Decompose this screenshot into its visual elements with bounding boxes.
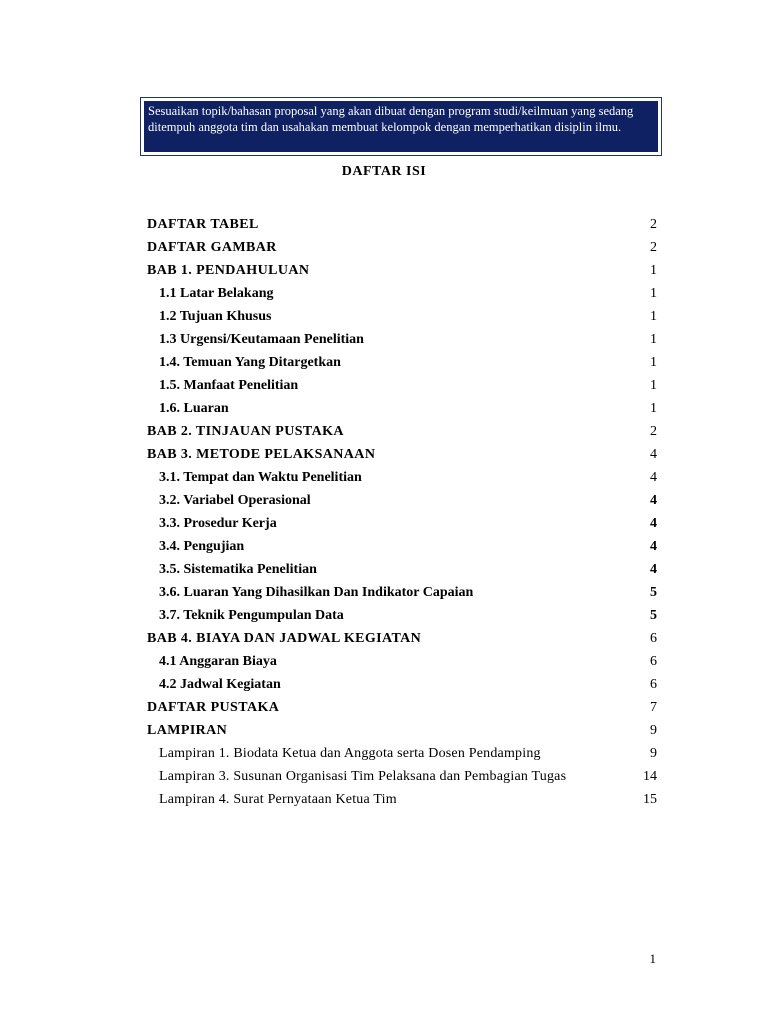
toc-label: 3.4. Pengujian bbox=[159, 539, 245, 554]
toc-page: 1 bbox=[650, 401, 657, 416]
instruction-note bbox=[140, 97, 662, 156]
page-number: 1 bbox=[649, 951, 656, 966]
toc-entry[interactable] bbox=[147, 765, 657, 788]
toc-page: 4 bbox=[650, 493, 657, 508]
toc-label: 1.1 Latar Belakang bbox=[159, 286, 274, 301]
toc-entry[interactable] bbox=[147, 535, 657, 558]
toc-label: 1.3 Urgensi/Keutamaan Penelitian bbox=[159, 332, 364, 347]
toc-page: 9 bbox=[650, 723, 657, 738]
toc-label: BAB 1. PENDAHULUAN bbox=[147, 263, 310, 278]
toc-page: 6 bbox=[650, 677, 657, 692]
toc-label: LAMPIRAN bbox=[147, 723, 228, 738]
toc-label: 1.6. Luaran bbox=[159, 401, 229, 416]
toc-page: 1 bbox=[650, 286, 657, 301]
toc-page: 15 bbox=[643, 792, 657, 807]
toc-page: 4 bbox=[650, 562, 657, 577]
toc-page: 6 bbox=[650, 631, 657, 646]
toc-page: 9 bbox=[650, 746, 657, 761]
toc-label: DAFTAR PUSTAKA bbox=[147, 700, 280, 715]
table-of-contents bbox=[147, 213, 657, 811]
toc-page: 6 bbox=[650, 654, 657, 669]
toc-entry[interactable] bbox=[147, 397, 657, 420]
toc-entry[interactable] bbox=[147, 466, 657, 489]
toc-page: 2 bbox=[650, 217, 657, 232]
toc-page: 5 bbox=[650, 585, 657, 600]
toc-entry[interactable] bbox=[147, 742, 657, 765]
toc-entry[interactable] bbox=[147, 351, 657, 374]
toc-entry[interactable] bbox=[147, 696, 657, 719]
toc-entry[interactable] bbox=[147, 788, 657, 811]
toc-entry[interactable] bbox=[147, 259, 657, 282]
toc-entry[interactable] bbox=[147, 512, 657, 535]
toc-page: 2 bbox=[650, 424, 657, 439]
toc-entry[interactable] bbox=[147, 443, 657, 466]
toc-label: 3.3. Prosedur Kerja bbox=[159, 516, 277, 531]
toc-entry[interactable] bbox=[147, 213, 657, 236]
instruction-note-text: Sesuaikan topik/bahasan proposal yang akan dibuat dengan program studi/keilmuan yang sedang ditempuh anggota tim dan usahakan membuat kelompok dengan memperhatikan disiplin ilmu. bbox=[144, 101, 658, 152]
toc-page: 1 bbox=[650, 263, 657, 278]
toc-page: 1 bbox=[650, 309, 657, 324]
toc-label: 3.7. Teknik Pengumpulan Data bbox=[159, 608, 344, 623]
toc-entry[interactable] bbox=[147, 420, 657, 443]
toc-entry[interactable] bbox=[147, 558, 657, 581]
toc-label: BAB 3. METODE PELAKSANAAN bbox=[147, 447, 376, 462]
toc-page: 1 bbox=[650, 332, 657, 347]
toc-page: 4 bbox=[650, 447, 657, 462]
toc-page: 1 bbox=[650, 355, 657, 370]
toc-entry[interactable] bbox=[147, 604, 657, 627]
toc-label: 4.1 Anggaran Biaya bbox=[159, 654, 277, 669]
toc-entry[interactable] bbox=[147, 650, 657, 673]
toc-entry[interactable] bbox=[147, 305, 657, 328]
toc-page: 1 bbox=[650, 378, 657, 393]
toc-label: 3.6. Luaran Yang Dihasilkan Dan Indikator Capaian bbox=[159, 585, 474, 600]
toc-entry[interactable] bbox=[147, 282, 657, 305]
toc-page: 5 bbox=[650, 608, 657, 623]
toc-entry[interactable] bbox=[147, 236, 657, 259]
page-title: DAFTAR ISI bbox=[341, 164, 427, 179]
toc-page: 14 bbox=[643, 769, 657, 784]
toc-label: 4.2 Jadwal Kegiatan bbox=[159, 677, 281, 692]
toc-label: BAB 4. BIAYA DAN JADWAL KEGIATAN bbox=[147, 631, 422, 646]
toc-page: 4 bbox=[650, 516, 657, 531]
toc-page: 4 bbox=[650, 470, 657, 485]
toc-page: 7 bbox=[650, 700, 657, 715]
toc-entry[interactable] bbox=[147, 627, 657, 650]
toc-label: Lampiran 3. Susunan Organisasi Tim Pelaksana dan Pembagian Tugas bbox=[159, 769, 567, 784]
toc-label: 3.5. Sistematika Penelitian bbox=[159, 562, 317, 577]
toc-entry[interactable] bbox=[147, 374, 657, 397]
toc-label: 3.1. Tempat dan Waktu Penelitian bbox=[159, 470, 362, 485]
toc-entry[interactable] bbox=[147, 719, 657, 742]
toc-label: DAFTAR TABEL bbox=[147, 217, 259, 232]
toc-label: 1.5. Manfaat Penelitian bbox=[159, 378, 299, 393]
toc-label: DAFTAR GAMBAR bbox=[147, 240, 277, 255]
toc-label: BAB 2. TINJAUAN PUSTAKA bbox=[147, 424, 344, 439]
toc-entry[interactable] bbox=[147, 581, 657, 604]
toc-page: 2 bbox=[650, 240, 657, 255]
toc-entry[interactable] bbox=[147, 489, 657, 512]
toc-entry[interactable] bbox=[147, 673, 657, 696]
toc-label: Lampiran 1. Biodata Ketua dan Anggota serta Dosen Pendamping bbox=[159, 746, 541, 761]
toc-label: 3.2. Variabel Operasional bbox=[159, 493, 311, 508]
toc-label: 1.4. Temuan Yang Ditargetkan bbox=[159, 355, 341, 370]
toc-entry[interactable] bbox=[147, 328, 657, 351]
toc-label: Lampiran 4. Surat Pernyataan Ketua Tim bbox=[159, 792, 397, 807]
toc-label: 1.2 Tujuan Khusus bbox=[159, 309, 272, 324]
toc-page: 4 bbox=[650, 539, 657, 554]
